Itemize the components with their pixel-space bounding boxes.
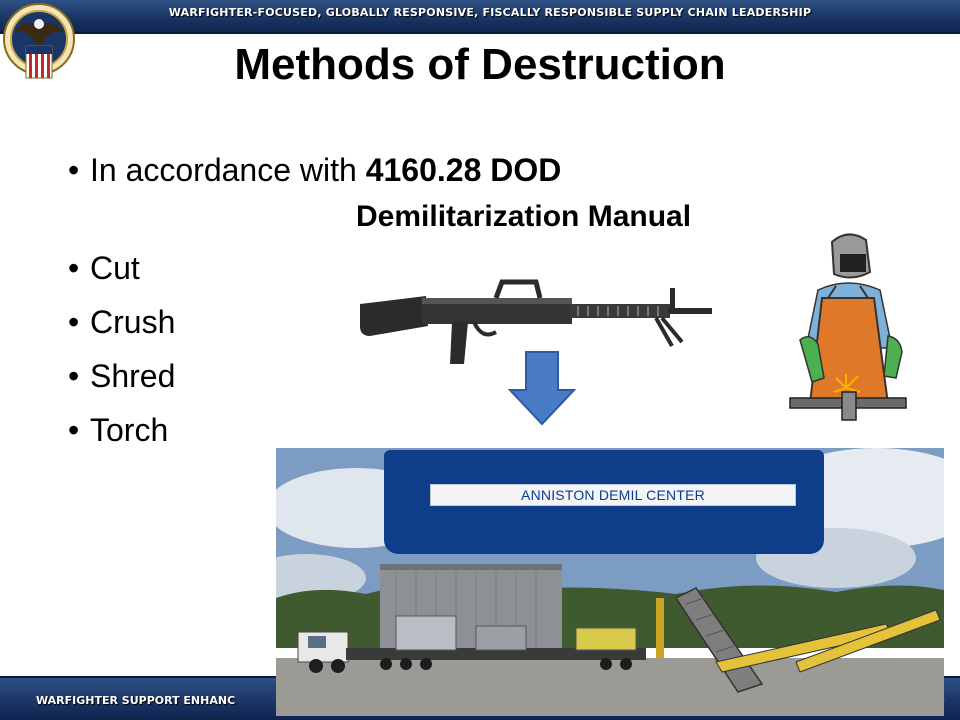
bullet-item-shred <box>68 358 175 395</box>
bullet-dot: • <box>68 152 80 188</box>
demil-center-photo <box>276 448 944 716</box>
bullet-dot: • <box>68 304 80 340</box>
bullet-continuation: Demilitarization Manual <box>356 200 692 233</box>
top-banner <box>0 0 960 34</box>
bullet-prefix: In accordance with <box>90 152 366 188</box>
bullet-dot: • <box>68 358 80 394</box>
bullet-dot: • <box>68 250 80 286</box>
bullet-strong: 4160.28 DOD <box>365 152 562 188</box>
bullet-text: Torch <box>90 412 169 448</box>
sign-label: ANNISTON DEMIL CENTER <box>430 484 796 506</box>
bottom-banner-text: WARFIGHTER SUPPORT ENHANC <box>36 694 236 707</box>
bullet-item-reference <box>68 152 561 189</box>
bullet-text: Crush <box>90 304 176 340</box>
welder-icon <box>788 228 908 426</box>
bullet-item-torch <box>68 412 168 449</box>
bullet-text: Shred <box>90 358 176 394</box>
bullet-item-crush <box>68 304 175 341</box>
bullet-dot: • <box>68 412 80 448</box>
down-arrow-icon <box>508 350 576 426</box>
top-banner-text: WARFIGHTER-FOCUSED, GLOBALLY RESPONSIVE, FISCALLY RESPONSIBLE SUPPLY CHAIN LEADERSHIP <box>168 6 812 19</box>
slide-title: Methods of Destruction <box>234 40 726 89</box>
bullet-item-cut <box>68 250 140 287</box>
sign-board <box>384 450 824 554</box>
bullet-text: Cut <box>90 250 140 286</box>
